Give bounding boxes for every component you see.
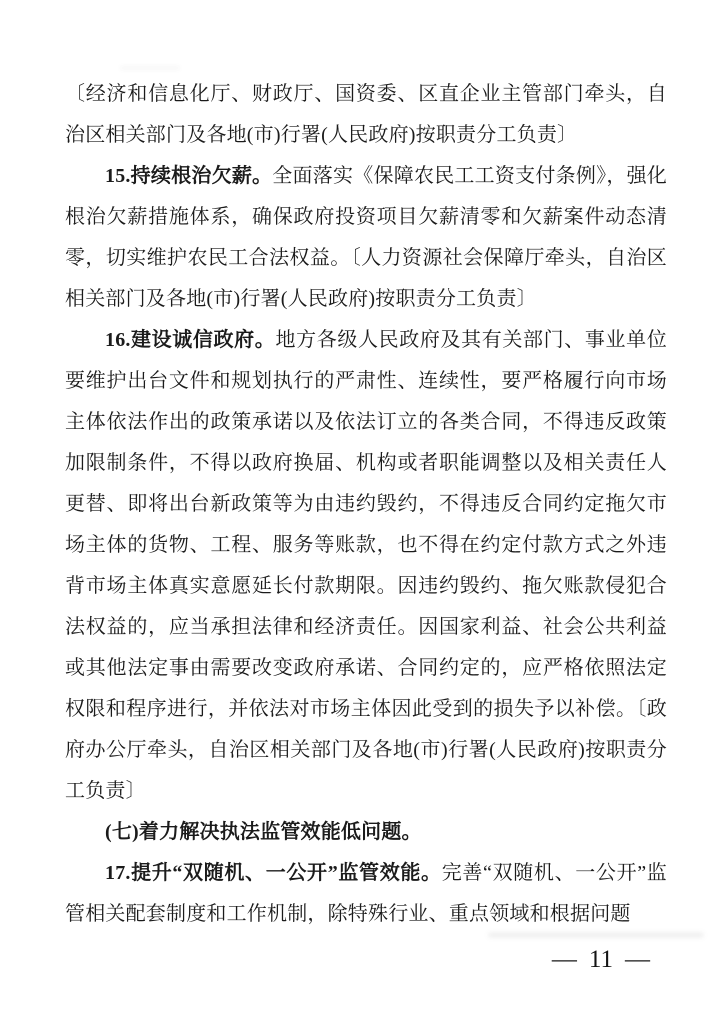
paragraph-item-15 <box>65 156 667 320</box>
document-text-block <box>65 74 667 935</box>
item-15-lead: 15.持续根治欠薪。 <box>105 165 273 187</box>
paragraph-item-17 <box>65 853 667 935</box>
item-16-lead: 16.建设诚信政府。 <box>105 329 276 351</box>
page-footer <box>552 947 650 972</box>
page-number: 11 <box>588 946 613 973</box>
paragraph-section-heading-7 <box>65 812 667 853</box>
paragraph-attribution-continuation <box>65 74 667 156</box>
attribution-continuation-text: 〔经济和信息化厅、财政厅、国资委、区直企业主管部门牵头，自治区相关部门及各地(市)行署(人民政府)按职责分工负责〕 <box>65 83 667 146</box>
paragraph-item-16 <box>65 320 667 812</box>
scan-artifact-speck <box>120 66 180 70</box>
footer-dash-left: — <box>551 946 577 973</box>
item-17-body: 完善“双随机、一公开”监管相关配套制度和工作机制，除特殊行业、重点领域和根据问题 <box>65 862 667 925</box>
section-heading-7-text: (七)着力解决执法监管效能低问题。 <box>105 821 422 843</box>
footer-dash-right: — <box>625 946 650 973</box>
item-16-body: 地方各级人民政府及其有关部门、事业单位要维护出台文件和规划执行的严肃性、连续性，要严格履行向市场主体依法作出的政策承诺以及依法订立的各类合同，不得违反政策加限制条件，不得以政府换届、机构或者职能调整以及相关责任人更替、即将出台新政策等为由违约毁约，不得违反合同约定拖欠市场主体的货物、工程、服务等账款，也不得在约定付款方式之外违背市场主体真实意愿延长付款期限。因违约毁约、拖欠账款侵犯合法权益的，应当承担法律和经济责任。因国家利益、社会公共利益或其他法定事由需要改变政府承诺、合同约定的，应严格依照法定权限和程序进行，并依法对市场主体因此受到的损失予以补偿。〔政府办公厅牵头，自治区相关部门及各地(市)行署(人民政府)按职责分工负责〕 <box>65 329 667 802</box>
item-17-lead: 17.提升“双随机、一公开”监管效能。 <box>105 862 442 884</box>
item-15-body: 全面落实《保障农民工工资支付条例》，强化根治欠薪措施体系，确保政府投资项目欠薪清零和欠薪案件动态清零，切实维护农民工合法权益。〔人力资源社会保障厅牵头，自治区相关部门及各地(市)行署(人民政府)按职责分工负责〕 <box>65 165 668 310</box>
